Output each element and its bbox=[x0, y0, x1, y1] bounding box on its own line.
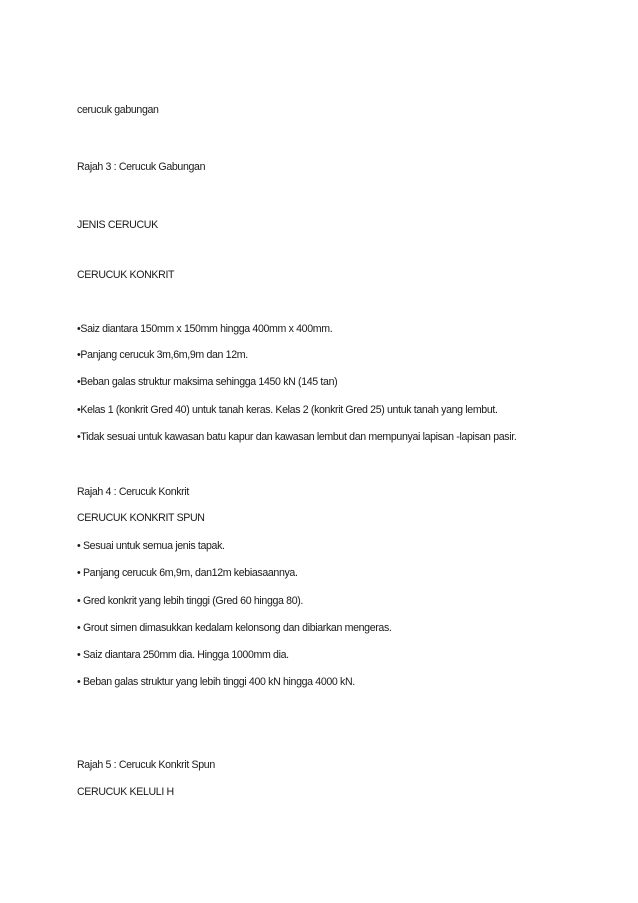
bullet-item: •Saiz diantara 150mm x 150mm hingga 400mm x 400mm. bbox=[77, 323, 333, 335]
bullet-item: •Beban galas struktur maksima sehingga 1450 kN (145 tan) bbox=[77, 376, 338, 388]
bullet-item: • Panjang cerucuk 6m,9m, dan12m kebiasaannya. bbox=[77, 567, 298, 579]
heading-cerucuk-konkrit: CERUCUK KONKRIT bbox=[77, 269, 175, 281]
bullet-item: • Beban galas struktur yang lebih tinggi 400 kN hingga 4000 kN. bbox=[77, 676, 355, 688]
bullet-item: •Kelas 1 (konkrit Gred 40) untuk tanah keras. Kelas 2 (konkrit Gred 25) untuk tanah yang lembut. bbox=[77, 404, 498, 416]
figure-caption-rajah-3: Rajah 3 : Cerucuk Gabungan bbox=[77, 161, 206, 173]
bullet-item: • Grout simen dimasukkan kedalam kelonsong dan dibiarkan mengeras. bbox=[77, 622, 392, 634]
figure-caption-rajah-5: Rajah 5 : Cerucuk Konkrit Spun bbox=[77, 759, 215, 771]
heading-jenis-cerucuk: JENIS CERUCUK bbox=[77, 219, 158, 231]
bullet-item: •Tidak sesuai untuk kawasan batu kapur dan kawasan lembut dan mempunyai lapisan -lapisan pasir. bbox=[77, 431, 517, 443]
text-line-cerucuk-gabungan: cerucuk gabungan bbox=[77, 104, 159, 116]
bullet-item: • Sesuai untuk semua jenis tapak. bbox=[77, 540, 225, 552]
heading-cerucuk-keluli-h: CERUCUK KELULI H bbox=[77, 786, 174, 798]
bullet-item: • Saiz diantara 250mm dia. Hingga 1000mm dia. bbox=[77, 649, 289, 661]
heading-cerucuk-konkrit-spun: CERUCUK KONKRIT SPUN bbox=[77, 512, 205, 524]
bullet-item: • Gred konkrit yang lebih tinggi (Gred 60 hingga 80). bbox=[77, 595, 304, 607]
bullet-item: •Panjang cerucuk 3m,6m,9m dan 12m. bbox=[77, 349, 248, 361]
figure-caption-rajah-4: Rajah 4 : Cerucuk Konkrit bbox=[77, 486, 189, 498]
